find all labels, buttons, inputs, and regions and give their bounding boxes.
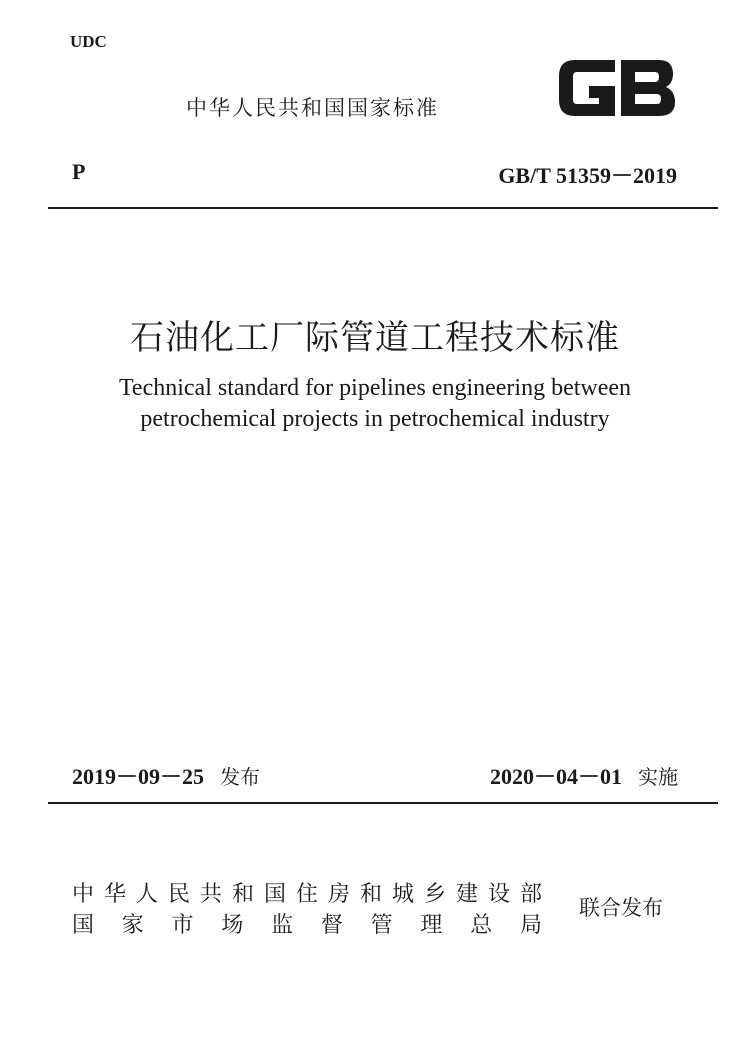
effective-date-row <box>490 760 678 791</box>
bottom-divider <box>48 802 718 804</box>
gb-logo <box>553 52 680 124</box>
issuing-authority-1: 中华人民共和国住房和城乡建设部 <box>72 882 542 907</box>
title-english-line-1: Technical standard for pipelines engineering between <box>118 375 632 401</box>
gb-logo-b-shape <box>621 60 675 116</box>
standard-number: GB/T 51359－2019 <box>498 163 677 188</box>
issuing-authority-2: 国家市场监督管理总局 <box>72 913 542 938</box>
category-code: P <box>72 159 86 184</box>
effective-date: 2020－04－01 <box>489 764 622 789</box>
top-divider <box>48 207 718 209</box>
release-date: 2019－09－25 <box>72 764 205 789</box>
title-english <box>0 373 750 435</box>
title-english-line-2: petrochemical projects in petrochemical industry <box>140 406 610 432</box>
title-chinese: 石油化工厂际管道工程技术标准 <box>130 318 620 358</box>
udc-label: UDC <box>70 32 107 51</box>
national-standard-heading: 中华人民共和国国家标准 <box>186 96 439 120</box>
release-label: 发布 <box>220 765 261 789</box>
joint-release-label: 联合发布 <box>579 896 663 920</box>
gb-logo-g-shape <box>559 60 615 116</box>
release-date-row <box>72 760 260 791</box>
effective-label: 实施 <box>638 765 678 789</box>
